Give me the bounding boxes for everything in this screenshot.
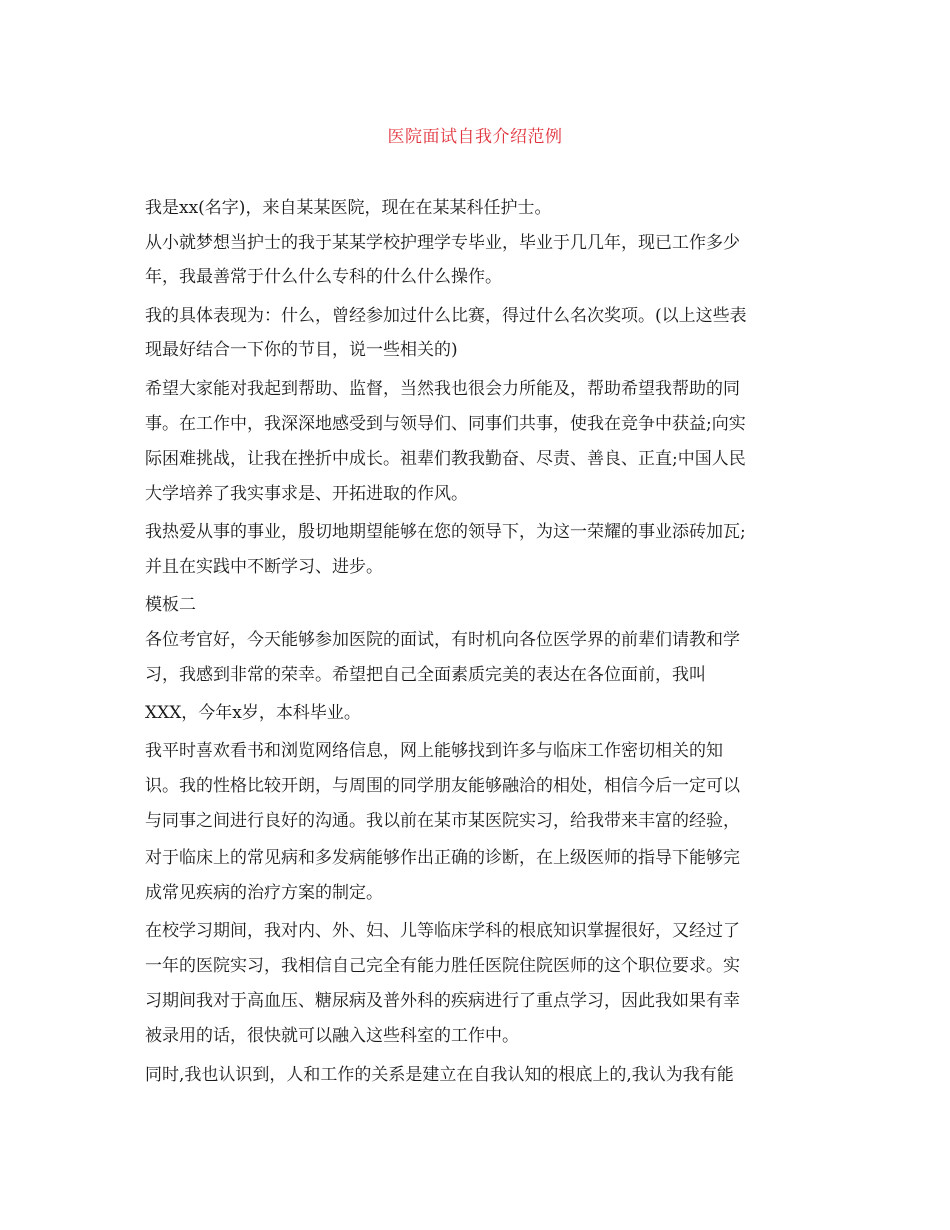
- text-line: 我是xx(名字)，来自某某医院，现在在某某科任护士。: [145, 198, 552, 218]
- text-line: 际困难挑战，让我在挫折中成长。祖辈们教我勤奋、尽责、善良、正直;中国人民: [145, 449, 746, 469]
- text-line: 习期间我对于高血压、糖尿病及普外科的疾病进行了重点学习，因此我如果有幸: [145, 991, 740, 1011]
- text-line: 希望大家能对我起到帮助、监督，当然我也很会力所能及，帮助希望我帮助的同: [145, 379, 740, 399]
- text-line: 我热爱从事的事业，殷切地期望能够在您的领导下，为这一荣耀的事业添砖加瓦;: [145, 522, 746, 542]
- text-line: 识。我的性格比较开朗，与周围的同学朋友能够融洽的相处，相信今后一定可以: [145, 776, 740, 796]
- text-line: 事。在工作中，我深深地感受到与领导们、同事们共事，使我在竞争中获益;向实: [145, 414, 746, 434]
- text-line: 在校学习期间，我对内、外、妇、儿等临床学科的根底知识掌握很好，又经过了: [145, 921, 740, 941]
- section-heading: 模板二: [145, 595, 196, 615]
- text-line: 与同事之间进行良好的沟通。我以前在某市某医院实习，给我带来丰富的经验，: [145, 811, 740, 831]
- text-line: 大学培养了我实事求是、开拓进取的作风。: [145, 484, 468, 504]
- text-line: 年，我最善常于什么什么专科的什么什么操作。: [145, 267, 502, 287]
- text-line: 被录用的话，很快就可以融入这些科室的工作中。: [145, 1026, 519, 1046]
- text-line: 习，我感到非常的荣幸。希望把自己全面素质完美的表达在各位面前，我叫: [145, 665, 706, 685]
- text-line: 并且在实践中不断学习、进步。: [145, 557, 383, 577]
- text-line: 我平时喜欢看书和浏览网络信息，网上能够找到许多与临床工作密切相关的知: [145, 741, 723, 761]
- text-line: 一年的医院实习，我相信自己完全有能力胜任医院住院医师的这个职位要求。实: [145, 956, 740, 976]
- text-line: 同时,我也认识到，人和工作的关系是建立在自我认知的根底上的,我认为我有能: [145, 1065, 734, 1085]
- text-line: 现最好结合一下你的节目，说一些相关的): [145, 340, 458, 360]
- text-line: 对于临床上的常见病和多发病能够作出正确的诊断，在上级医师的指导下能够完: [145, 848, 740, 868]
- text-line: XXX，今年x岁，本科毕业。: [145, 703, 361, 723]
- page-title: 医院面试自我介绍范例: [387, 127, 563, 147]
- text-line: 成常见疾病的治疗方案的制定。: [145, 883, 383, 903]
- text-line: 各位考官好，今天能够参加医院的面试，有时机向各位医学界的前辈们请教和学: [145, 630, 740, 650]
- text-line: 从小就梦想当护士的我于某某学校护理学专毕业，毕业于几几年，现已工作多少: [145, 233, 740, 253]
- text-line: 我的具体表现为：什么，曾经参加过什么比赛，得过什么名次奖项。(以上这些表: [145, 306, 747, 326]
